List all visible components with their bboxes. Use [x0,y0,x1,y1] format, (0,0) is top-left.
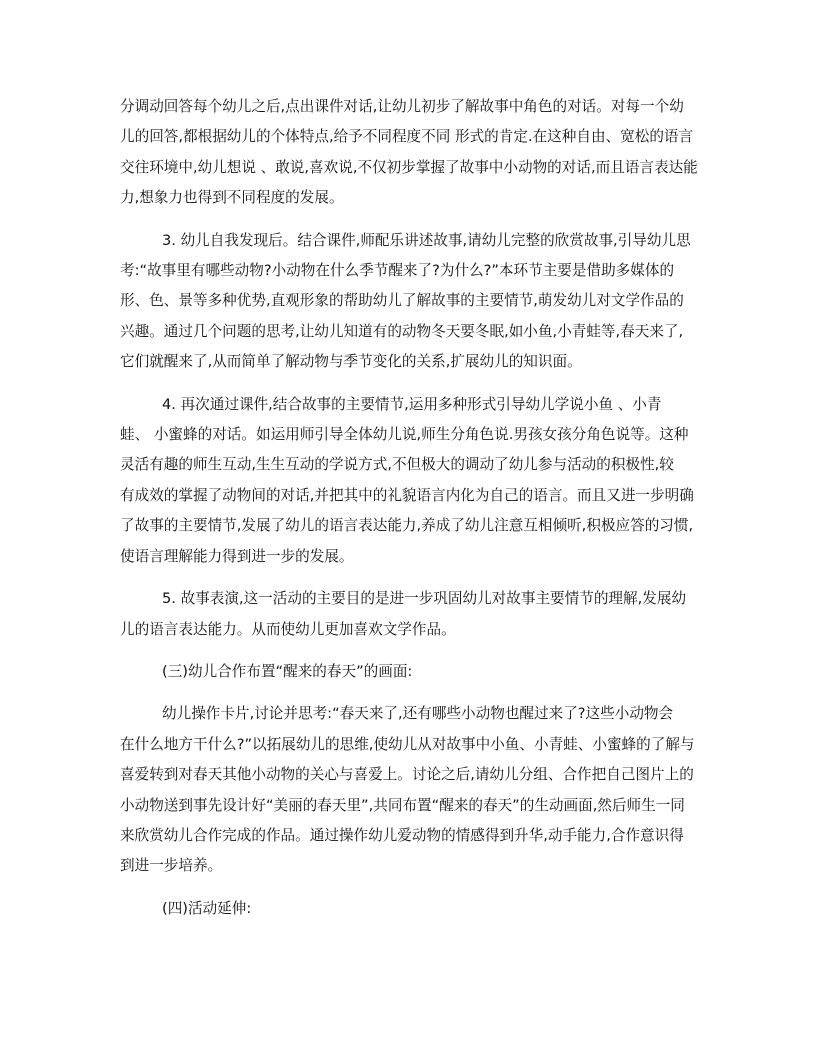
text-line: 小动物送到事先设计好“美丽的春天里”,共同布置“醒来的春天”的生动画面,然后师生一同 [120,796,685,814]
paragraph-2 [120,226,696,378]
text-line: 来欣赏幼儿合作完成的作品。通过操作幼儿爱动物的情感得到升华,动手能力,合作意识得 [120,826,684,844]
text-line: 灵活有趣的师生互动,生生互动的学说方式,不但极大的调动了幼儿参与活动的积极性,较 [120,456,674,474]
text-line: 5. 故事表演,这一活动的主要目的是进一步巩固幼儿对故事主要情节的理解,发展幼 [162,590,687,608]
paragraph-1 [120,92,696,214]
section-heading-3 [120,657,696,687]
text-line: 儿的回答,都根据幼儿的个体特点,给予不同程度不同 形式的肯定.在这种自由、宽松的语言 [120,128,694,146]
paragraph-5 [120,699,696,881]
heading-line: (三)幼儿合作布置“醒来的春天”的画面: [162,662,413,680]
text-line: 幼儿操作卡片,讨论并思考:“春天来了,还有哪些小动物也醒过来了?这些小动物会 [162,705,674,723]
text-line: 它们就醒来了,从而简单了解动物与季节变化的关系,扩展幼儿的知识面。 [120,353,582,371]
text-line: 3. 幼儿自我发现后。结合课件,师配乐讲述故事,请幼儿完整的欣赏故事,引导幼儿思 [162,231,691,249]
text-line: 到进一步培养。 [120,857,223,875]
document-body [120,92,696,936]
text-line: 兴趣。通过几个问题的思考,让幼儿知道有的动物冬天要冬眠,如小鱼,小青蛙等,春天来了, [120,322,684,340]
text-line: 了故事的主要情节,发展了幼儿的语言表达能力,养成了幼儿注意互相倾听,积极应答的习惯, [120,517,694,535]
text-line: 4. 再次通过课件,结合故事的主要情节,运用多种形式引导幼儿学说小鱼 、小青 [162,395,662,413]
text-line: 考:“故事里有哪些动物?小动物在什么季节醒来了?为什么?”本环节主要是借助多媒体的 [120,262,675,280]
text-line: 使语言理解能力得到进一步的发展。 [120,547,354,565]
paragraph-4 [120,584,696,645]
text-line: 交往环境中,幼儿想说 、敢说,喜欢说,不仅初步掌握了故事中小动物的对话,而且语言表达能 [120,158,698,176]
heading-line: (四)活动延伸: [162,899,252,917]
text-line: 分调动回答每个幼儿之后,点出课件对话,让幼儿初步了解故事中角色的对话。对每一个幼 [120,98,684,115]
paragraph-3 [120,390,696,572]
text-line: 在什么地方干什么?”以拓展幼儿的思维,使幼儿从对故事中小鱼、小青蛙、小蜜蜂的了解与 [120,735,695,753]
text-line: 蛙、 小蜜蜂的对话。如运用师引导全体幼儿说,师生分角色说.男孩女孩分角色说等。这种 [120,426,689,444]
text-line: 儿的语言表达能力。从而使幼儿更加喜欢文学作品。 [120,620,456,638]
section-heading-4 [120,894,696,924]
text-line: 有成效的掌握了动物间的对话,并把其中的礼貌语言内化为自己的语言。而且又进一步明确 [120,486,694,504]
text-line: 力,想象力也得到不同程度的发展。 [120,189,344,207]
text-line: 喜爱转到对春天其他小动物的关心与喜爱上。讨论之后,请幼儿分组、合作把自己图片上的 [120,766,694,784]
text-line: 形、色、景等多种优势,直观形象的帮助幼儿了解故事的主要情节,萌发幼儿对文学作品的 [120,292,684,310]
